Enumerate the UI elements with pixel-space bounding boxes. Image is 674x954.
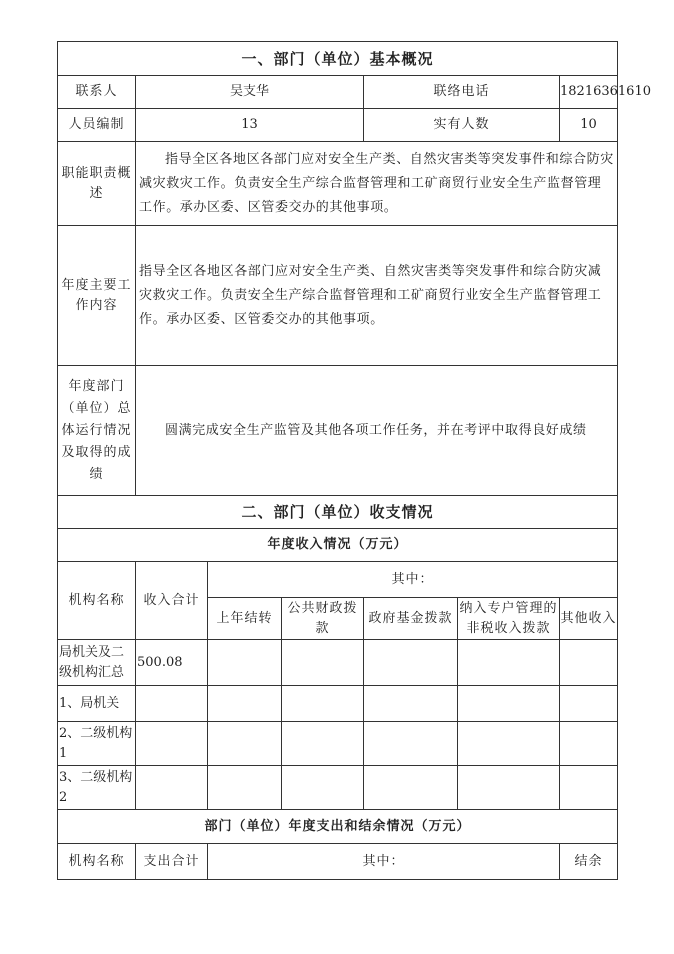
cell <box>458 722 560 766</box>
cell <box>208 766 282 810</box>
cell <box>458 640 560 686</box>
section2-title: 二、部门（单位）收支情况 <box>58 496 618 529</box>
cell <box>282 766 364 810</box>
row-total <box>136 686 208 722</box>
contact-value: 吴支华 <box>136 76 364 109</box>
cell <box>282 686 364 722</box>
row-total: 500.08 <box>136 640 208 686</box>
cell <box>208 686 282 722</box>
cell <box>560 640 618 686</box>
cell <box>208 640 282 686</box>
cell <box>282 722 364 766</box>
phone-value: 18216361610 <box>560 76 618 109</box>
cell <box>282 640 364 686</box>
income-title: 年度收入情况（万元） <box>58 529 618 562</box>
work-text: 指导全区各地区各部门应对安全生产类、自然灾害类等突发事件和综合防灾减灾救灾工作。负责安全生产综合监督管理和工矿商贸行业安全生产监督管理工作。承办区委、区管委交办的其他事项。 <box>136 226 618 366</box>
phone-label: 联络电话 <box>364 76 560 109</box>
expense-total-header: 支出合计 <box>136 844 208 880</box>
org-name-header: 机构名称 <box>58 562 136 640</box>
cell <box>560 722 618 766</box>
table-row <box>58 640 618 686</box>
col-public-finance: 公共财政拨款 <box>282 598 364 640</box>
row-total <box>136 766 208 810</box>
col-gov-fund: 政府基金拨款 <box>364 598 458 640</box>
actual-value: 10 <box>560 109 618 142</box>
table-row <box>58 766 618 810</box>
cell <box>364 686 458 722</box>
row-name: 局机关及二级机构汇总 <box>58 640 136 686</box>
table-row <box>58 722 618 766</box>
cell <box>364 640 458 686</box>
cell <box>364 722 458 766</box>
section1-title: 一、部门（单位）基本概况 <box>58 42 618 76</box>
row-name: 2、二级机构1 <box>58 722 136 766</box>
row-name: 3、二级机构2 <box>58 766 136 810</box>
duty-label: 职能职责概述 <box>58 142 136 226</box>
table-row <box>58 686 618 722</box>
budget-table <box>57 41 651 880</box>
cell <box>364 766 458 810</box>
staff-value: 13 <box>136 109 364 142</box>
cell <box>208 722 282 766</box>
cell <box>458 766 560 810</box>
col-non-tax: 纳入专户管理的非税收入拨款 <box>458 598 560 640</box>
performance-text: 圆满完成安全生产监管及其他各项工作任务，并在考评中取得良好成绩 <box>136 366 618 496</box>
staff-label: 人员编制 <box>58 109 136 142</box>
cell <box>560 686 618 722</box>
row-name: 1、局机关 <box>58 686 136 722</box>
col-other-income: 其他收入 <box>560 598 618 640</box>
balance-header: 结余 <box>560 844 618 880</box>
duty-text: 指导全区各地区各部门应对安全生产类、自然灾害类等突发事件和综合防灾减灾救灾工作。负责安全生产综合监督管理和工矿商贸行业安全生产监督管理工作。承办区委、区管委交办的其他事项。 <box>136 142 618 226</box>
cell <box>560 766 618 810</box>
actual-label: 实有人数 <box>364 109 560 142</box>
expense-org-header: 机构名称 <box>58 844 136 880</box>
cell <box>458 686 560 722</box>
work-label: 年度主要工作内容 <box>58 226 136 366</box>
income-total-header: 收入合计 <box>136 562 208 640</box>
expense-title: 部门（单位）年度支出和结余情况（万元） <box>58 810 618 844</box>
row-total <box>136 722 208 766</box>
among-header: 其中： <box>208 562 618 598</box>
col-carryover: 上年结转 <box>208 598 282 640</box>
expense-among-header: 其中： <box>208 844 560 880</box>
performance-label: 年度部门（单位）总体运行情况及取得的成绩 <box>58 366 136 496</box>
contact-label: 联系人 <box>58 76 136 109</box>
